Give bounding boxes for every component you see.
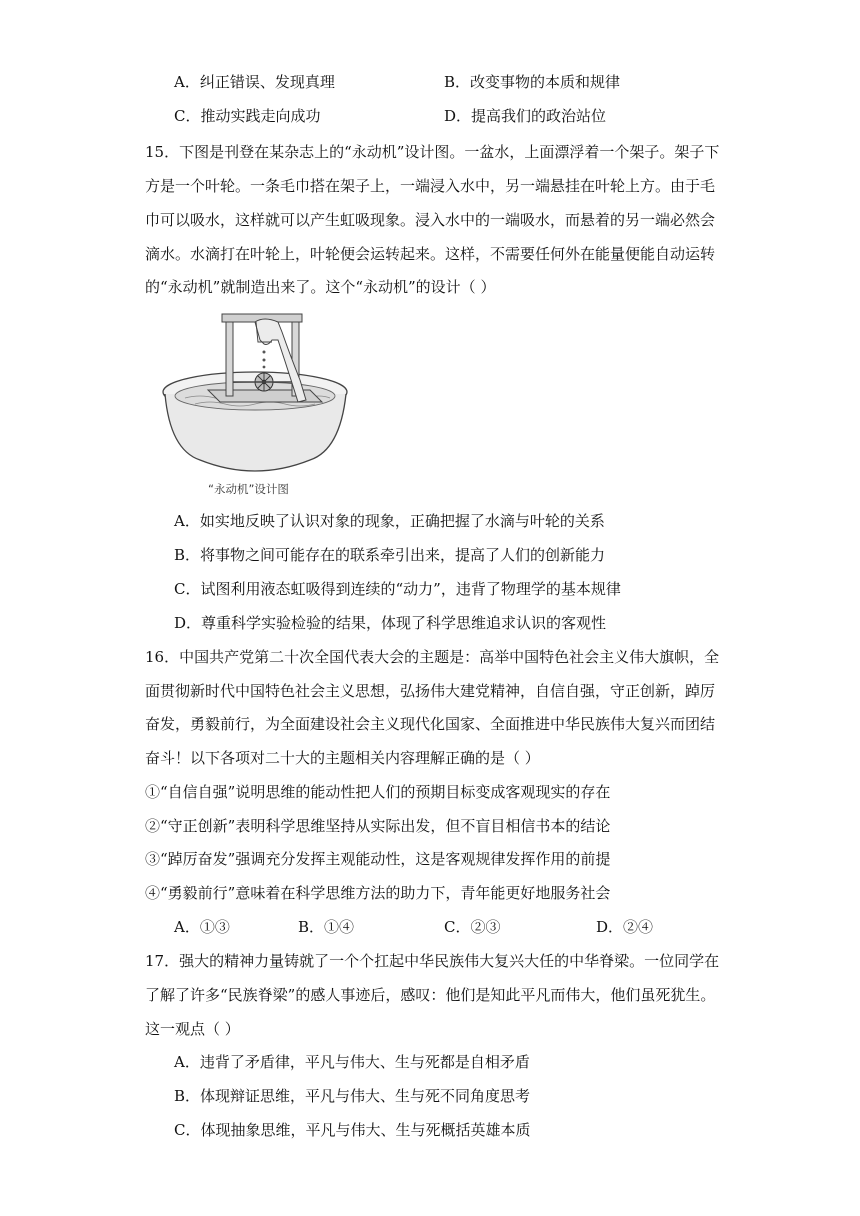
q16-statement-2: ②“守正创新”表明科学思维坚持从实际出发，但不盲目相信书本的结论 bbox=[145, 817, 611, 835]
q14-option-d: D．提高我们的政治站位 bbox=[444, 107, 607, 125]
q16-statement-1: ①“自信自强”说明思维的能动性把人们的预期目标变成客观现实的存在 bbox=[145, 783, 611, 801]
q15-option-d: D．尊重科学实验检验的结果，体现了科学思维追求认识的客观性 bbox=[174, 614, 607, 632]
q17-line: 这一观点（ ） bbox=[145, 1020, 240, 1038]
q16-line: 16．中国共产党第二十次全国代表大会的主题是：高举中国特色社会主义伟大旗帜，全 bbox=[145, 648, 720, 666]
q15-option-a: A．如实地反映了认识对象的现象，正确把握了水滴与叶轮的关系 bbox=[174, 512, 605, 530]
q15-line: 巾可以吸水，这样就可以产生虹吸现象。浸入水中的一端吸水，而悬着的另一端必然会 bbox=[145, 211, 716, 229]
q16-option-c: C．②③ bbox=[444, 918, 501, 936]
q14-option-a: A．纠正错误、发现真理 bbox=[174, 73, 335, 91]
q16-statement-3: ③“踔厉奋发”强调充分发挥主观能动性，这是客观规律发挥作用的前提 bbox=[145, 850, 611, 868]
q17-line: 17．强大的精神力量铸就了一个个扛起中华民族伟大复兴大任的中华脊梁。一位同学在 bbox=[145, 952, 720, 970]
q17-line: 了解了许多“民族脊梁”的感人事迹后，感叹：他们是知此平凡而伟大，他们虽死犹生。 bbox=[145, 986, 716, 1004]
q15-line: 15．下图是刊登在某杂志上的“永动机”设计图。一盆水，上面漂浮着一个架子。架子下 bbox=[145, 143, 720, 161]
q15-option-b: B．将事物之间可能存在的联系牵引出来，提高了人们的创新能力 bbox=[174, 546, 606, 564]
q15-line: 的“永动机”就制造出来了。这个“永动机”的设计（ ） bbox=[145, 278, 496, 296]
figure-caption: “永动机”设计图 bbox=[208, 482, 289, 496]
q15-line: 方是一个叶轮。一条毛巾搭在架子上，一端浸入水中，另一端悬挂在叶轮上方。由于毛 bbox=[145, 177, 716, 195]
perpetual-motion-machine-figure bbox=[160, 310, 360, 500]
q16-line: 奋发，勇毅前行，为全面建设社会主义现代化国家、全面推进中华民族伟大复兴而团结 bbox=[145, 715, 716, 733]
q16-option-b: B．①④ bbox=[298, 918, 355, 936]
q16-option-a: A．①③ bbox=[174, 918, 230, 936]
q16-line: 面贯彻新时代中国特色社会主义思想，弘扬伟大建党精神，自信自强，守正创新，踔厉 bbox=[145, 682, 716, 700]
q17-option-c: C．体现抽象思维，平凡与伟大、生与死概括英雄本质 bbox=[174, 1121, 531, 1139]
q17-option-a: A．违背了矛盾律，平凡与伟大、生与死都是自相矛盾 bbox=[174, 1053, 530, 1071]
q16-line: 奋斗！以下各项对二十大的主题相关内容理解正确的是（ ） bbox=[145, 749, 540, 767]
q15-option-c: C．试图利用液态虹吸得到连续的“动力”，违背了物理学的基本规律 bbox=[174, 580, 621, 598]
q16-statement-4: ④“勇毅前行”意味着在科学思维方法的助力下，青年能更好地服务社会 bbox=[145, 884, 611, 902]
q16-option-d: D．②④ bbox=[596, 918, 654, 936]
q17-option-b: B．体现辩证思维，平凡与伟大、生与死不同角度思考 bbox=[174, 1087, 531, 1105]
q14-option-b: B．改变事物的本质和规律 bbox=[444, 73, 621, 91]
q14-option-c: C．推动实践走向成功 bbox=[174, 107, 321, 125]
q15-line: 滴水。水滴打在叶轮上，叶轮便会运转起来。这样，不需要任何外在能量便能自动运转 bbox=[145, 245, 716, 263]
